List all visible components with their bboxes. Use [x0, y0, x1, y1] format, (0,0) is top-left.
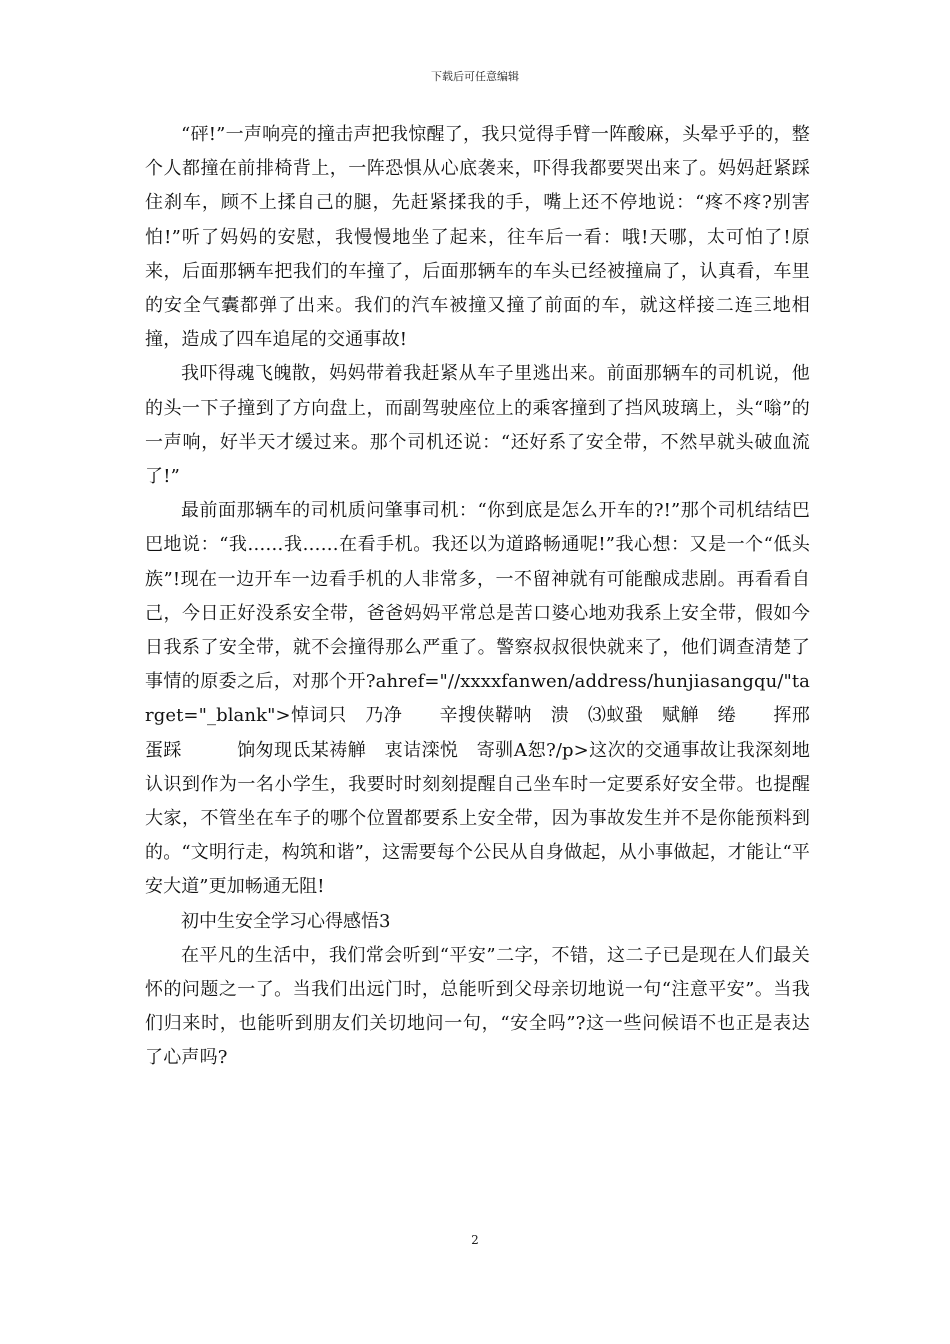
page-header: 下载后可任意编辑 [431, 70, 519, 83]
paragraph-escape: 我吓得魂飞魄散，妈妈带着我赶紧从车子里逃出来。前面那辆车的司机说，他的头一下子撞到了方向盘上，而副驾驶座位上的乘客撞到了挡风玻璃上，头“嗡”的一声响，好半天才缓过来。那个司机还说：“还好系了安全带，不然早就头破血流了!” [145, 363, 810, 488]
document-body [145, 118, 810, 1076]
section-heading: 初中生安全学习心得感悟3 [181, 910, 391, 932]
paragraph-safety: 在平凡的生活中，我们常会听到“平安”二字，不错，这二子已是现在人们最关怀的问题之一了。当我们出远门时，总能听到父母亲切地说一句“注意平安”。当我们归来时，也能听到朋友们关切地问一句，“安全吗”?这一些问候语不也正是表达了心声吗? [145, 944, 810, 1069]
paragraph-crash: “砰!”一声响亮的撞击声把我惊醒了，我只觉得手臂一阵酸麻，头晕乎乎的，整个人都撞在前排椅背上，一阵恐惧从心底袭来，吓得我都要哭出来了。妈妈赶紧踩住刹车，顾不上揉自己的腿，先赶紧揉我的手，嘴上还不停地说：“疼不疼?别害怕!”听了妈妈的安慰，我慢慢地坐了起来，往车后一看：哦!天哪，太可怕了!原来，后面那辆车把我们的车撞了，后面那辆车的车头已经被撞扁了，认真看，车里的安全气囊都弹了出来。我们的汽车被撞又撞了前面的车，就这样接二连三地相撞，造成了四车追尾的交通事故! [145, 124, 810, 351]
paragraph-phone-driver: 最前面那辆车的司机质问肇事司机：“你到底是怎么开车的?!”那个司机结结巴巴地说：“我……我……在看手机。我还以为道路畅通呢!”我心想：又是一个“低头族”!现在一边开车一边看手机的人非常多，一不留神就有可能酿成悲剧。再看看自己，今日正好没系安全带，爸爸妈妈平常总是苦口婆心地劝我系上安全带，假如今日我系了安全带，就不会撞得那么严重了。警察叔叔很快就来了，他们调查清楚了事情的原委之后，对那个开?ahref="//xxxxfanwen/address/hunjiasangqu/"target="_blank">悼词只 乃净 辛搜侠鞯呐 溃 ⑶蚁蛩 赋觯 绻 挥邢蛋踩 饷匆现氐某祷觯 衷诘滦悦 寄驯А恕?/p>这次的交通事故让我深刻地认识到作为一名小学生，我要时时刻刻提醒自己坐车时一定要系好安全带。也提醒大家，不管坐在车子的哪个位置都要系上安全带，因为事故发生并不是你能预料到的。“文明行走，构筑和谐”，这需要每个公民从自身做起，从小事做起，才能让“平安大道”更加畅通无阻! [145, 500, 810, 898]
page-number: 2 [471, 1233, 479, 1247]
